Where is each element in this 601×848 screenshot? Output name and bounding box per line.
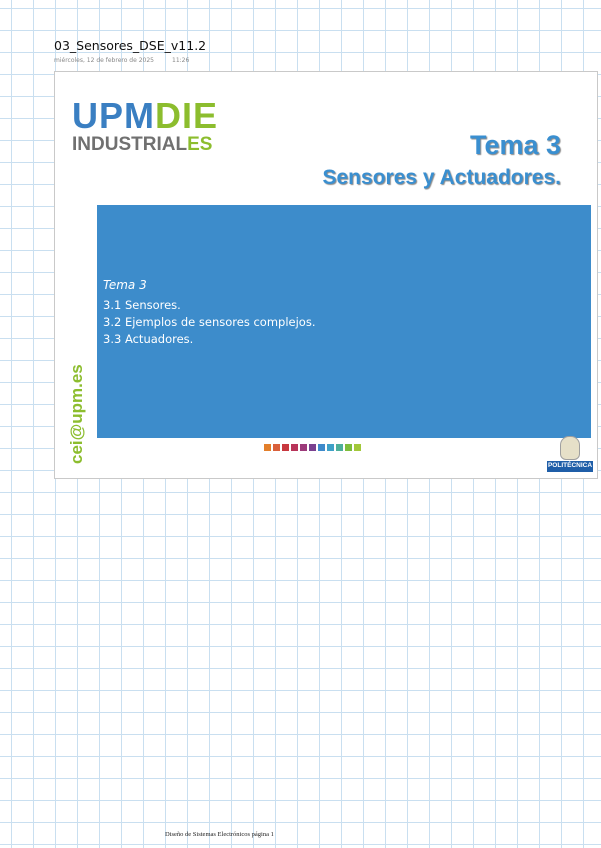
topics-panel — [97, 205, 591, 438]
note-title: 03_Sensores_DSE_v11.2 — [54, 38, 207, 53]
color-square — [336, 444, 343, 451]
logo-upm-text: UPM — [72, 95, 155, 136]
color-square — [318, 444, 325, 451]
color-square — [282, 444, 289, 451]
slide-title: Tema 3 — [469, 130, 561, 160]
note-date: miércoles, 12 de febrero de 2025 — [54, 57, 154, 64]
color-square — [300, 444, 307, 451]
color-square — [345, 444, 352, 451]
logo-industriales — [72, 134, 212, 156]
logo-die-text: DIE — [155, 95, 219, 136]
logo-industrial-text: INDUSTRIAL — [72, 134, 188, 155]
note-time: 11:26 — [172, 57, 190, 64]
topics-list — [103, 297, 315, 348]
color-square — [273, 444, 280, 451]
side-email-text: cei@upm.es — [67, 364, 86, 464]
crest-label: POLITÉCNICA — [547, 462, 593, 469]
topic-item: 3.1 Sensores. — [103, 298, 181, 312]
color-square — [354, 444, 361, 451]
topics-heading: Tema 3 — [103, 278, 147, 292]
logo-es-text: ES — [187, 134, 213, 155]
page-footer: Diseño de Sistemas Electrónicos página 1 — [165, 831, 274, 838]
color-squares — [264, 444, 361, 452]
slide-thumbnail — [54, 71, 598, 479]
color-square — [291, 444, 298, 451]
upmdie-logo — [72, 96, 218, 136]
topic-item: 3.2 Ejemplos de sensores complejos. — [103, 315, 316, 329]
color-square — [264, 444, 271, 451]
slide-subtitle: Sensores y Actuadores. — [322, 166, 561, 189]
politecnica-crest — [547, 434, 593, 474]
topic-item: 3.3 Actuadores. — [103, 332, 194, 346]
crest-emblem-icon — [560, 436, 580, 460]
color-square — [327, 444, 334, 451]
color-square — [309, 444, 316, 451]
